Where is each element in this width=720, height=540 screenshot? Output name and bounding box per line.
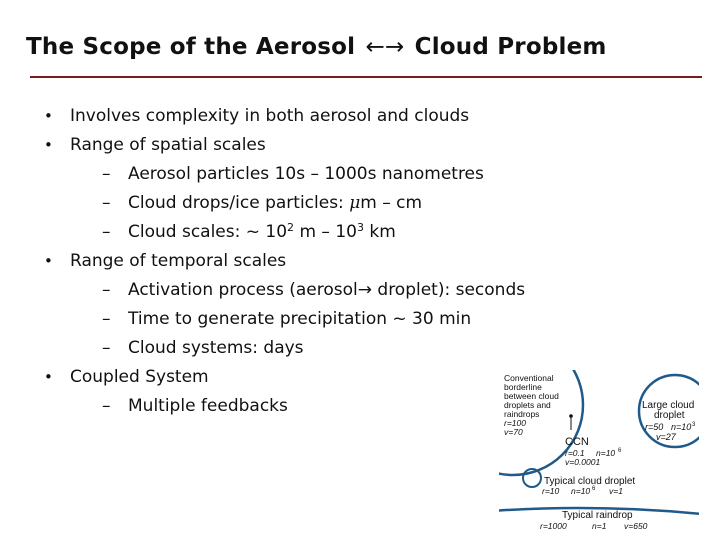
large-droplet-v: v=27 (656, 432, 676, 442)
sub-bullet-item (102, 220, 396, 244)
double-arrow-icon: ←→ (365, 34, 405, 60)
ccn-r: r=0.1 (565, 448, 585, 458)
ccn-n: n=10 (596, 448, 616, 458)
sub-bullet-text: Aerosol particles 10s – 1000s nanometres (128, 164, 484, 184)
sub-bullet-text: Time to generate precipitation ~ 30 min (128, 309, 472, 329)
bullet-text: Coupled System (70, 367, 209, 387)
sub-bullet-text-end: droplet): seconds (372, 280, 526, 300)
bullet-item (44, 365, 209, 389)
borderline-v: v=70 (504, 427, 523, 437)
mu-symbol: μ (349, 193, 361, 213)
large-droplet-n: n=10 (671, 422, 692, 432)
sub-bullet-item (102, 191, 422, 215)
bullet-marker: • (44, 107, 53, 125)
title-part-2: Cloud Problem (414, 34, 607, 60)
exponent: 3 (356, 221, 364, 234)
borderline-r: r=100 (504, 418, 526, 428)
sub-bullet-text: Cloud drops/ice particles: (128, 193, 350, 213)
large-droplet-line-1: Large cloud (642, 400, 695, 411)
typical-droplet-r: r=10 (542, 486, 560, 496)
ccn-dot (569, 414, 573, 418)
title-divider (30, 76, 702, 78)
dash-marker: – (102, 309, 111, 329)
bullet-item (44, 104, 469, 128)
sub-bullet-item (102, 336, 304, 360)
bullet-text: Involves complexity in both aerosol and clouds (70, 106, 470, 126)
bullet-marker: • (44, 368, 53, 386)
sub-bullet-item (102, 307, 471, 331)
sub-bullet-item (102, 278, 525, 302)
slide-title (26, 34, 607, 60)
sub-bullet-text: Cloud systems: days (128, 338, 304, 358)
sub-bullet-text: Cloud scales: ~ 10 (128, 222, 288, 242)
sub-bullet-text-end: km (363, 222, 396, 242)
typical-droplet-label: Typical cloud droplet (544, 476, 636, 487)
raindrop-r: r=1000 (540, 521, 567, 531)
sub-bullet-item (102, 394, 288, 418)
raindrop-n: n=1 (592, 521, 607, 531)
large-droplet-r: r=50 (645, 422, 664, 432)
ccn-v: v=0.0001 (565, 457, 601, 467)
exponent: 2 (287, 221, 295, 234)
dash-marker: – (102, 280, 111, 300)
title-part-1: The Scope of the Aerosol (26, 34, 356, 60)
raindrop-label: Typical raindrop (562, 510, 633, 521)
dash-marker: – (102, 193, 111, 213)
typical-droplet-n-exp: 6 (592, 486, 596, 492)
dash-marker: – (102, 164, 111, 184)
sub-bullet-text-mid: m – 10 (294, 222, 357, 242)
large-droplet-line-2: droplet (654, 410, 685, 421)
borderline-line-3: between cloud (504, 391, 559, 401)
ccn-n-exp: 6 (618, 448, 622, 454)
borderline-line-4: droplets and (504, 400, 551, 410)
raindrop-v: v=650 (624, 521, 648, 531)
sub-bullet-text: Multiple feedbacks (128, 396, 288, 416)
borderline-line-1: Conventional (504, 373, 554, 383)
dash-marker: – (102, 222, 111, 242)
sub-bullet-item (102, 162, 484, 186)
bullet-item (44, 133, 266, 157)
typical-droplet-v: v=1 (609, 486, 623, 496)
dash-marker: – (102, 338, 111, 358)
large-droplet-n-exp: 3 (692, 422, 696, 428)
typical-droplet-n: n=10 (571, 486, 591, 496)
bullet-marker: • (44, 252, 53, 270)
bullet-text: Range of temporal scales (70, 251, 287, 271)
borderline-line-5: raindrops (504, 409, 540, 419)
ccn-label: CCN (565, 436, 589, 448)
particle-size-figure (499, 370, 699, 535)
bullet-marker: • (44, 136, 53, 154)
sub-bullet-text: Activation process (aerosol (128, 280, 358, 300)
particle-size-diagram (499, 370, 699, 535)
sub-bullet-text-end: m – cm (360, 193, 423, 213)
bullet-item (44, 249, 286, 273)
bullet-text: Range of spatial scales (70, 135, 266, 155)
borderline-line-2: borderline (504, 382, 542, 392)
dash-marker: – (102, 396, 111, 416)
right-arrow-icon: → (357, 280, 372, 300)
